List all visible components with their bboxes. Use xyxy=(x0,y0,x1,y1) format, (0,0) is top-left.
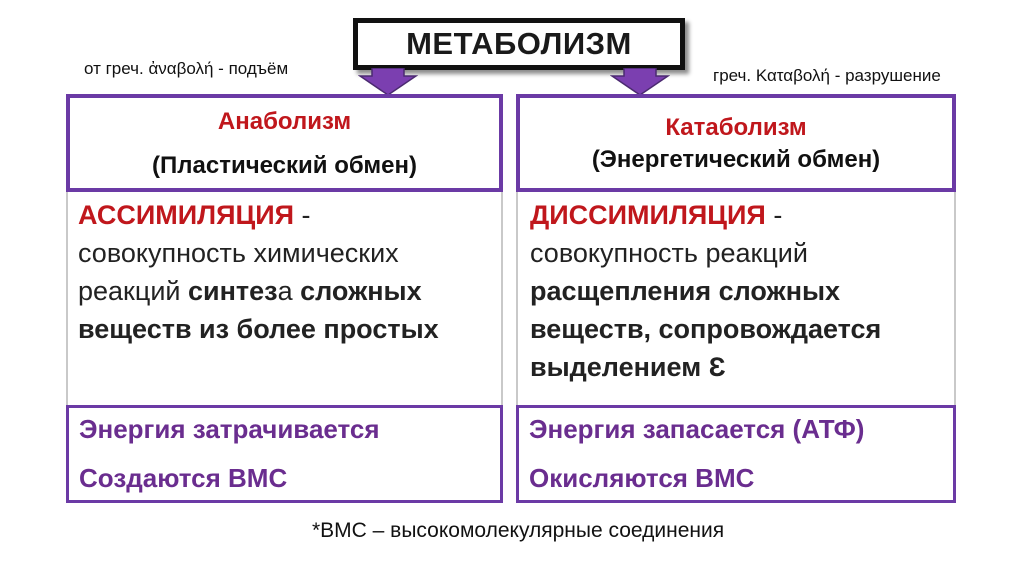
text-fragment: реакций xyxy=(78,276,188,306)
dash: - xyxy=(765,200,783,230)
definition-line: веществ из более простых xyxy=(78,314,439,344)
note-catabolism-origin: греч. Καταβολή - разрушение xyxy=(713,66,941,85)
catabolism-title: Катаболизм xyxy=(665,114,807,141)
catabolism-header-box xyxy=(516,94,956,192)
catabolism-energy: Энергия запасается (АТФ) xyxy=(529,414,865,444)
definition-line: совокупность химических xyxy=(78,238,399,268)
anabolism-title: Анаболизм xyxy=(217,108,352,135)
anabolism-header-box xyxy=(66,94,503,192)
title-box xyxy=(353,18,685,70)
definition-line xyxy=(530,196,954,234)
dissimilation-term: ДИССИМИЛЯЦИЯ xyxy=(530,200,766,230)
anabolism-energy: Энергия затрачивается xyxy=(79,414,380,444)
assimilation-definition xyxy=(66,192,503,405)
text-fragment-bold: синтез xyxy=(188,276,278,306)
page-title: МЕТАБОЛИЗМ xyxy=(406,26,632,61)
definition-line: совокупность реакций xyxy=(530,238,808,268)
anabolism-vms: Создаются ВМС xyxy=(79,463,288,493)
dash: - xyxy=(294,200,311,230)
text-fragment-bold: сложных xyxy=(300,276,422,306)
definition-line: выделением Ɛ xyxy=(530,352,726,382)
assimilation-term: АССИМИЛЯЦИЯ xyxy=(78,200,295,230)
arrow-down-left-icon xyxy=(358,68,418,96)
arrow-down-right-icon xyxy=(610,68,670,96)
text-fragment: а xyxy=(277,276,301,306)
catabolism-subtitle: (Энергетический обмен) xyxy=(591,146,881,173)
dissimilation-definition xyxy=(516,192,956,405)
note-anabolism-origin: от греч. ἀναβολή - подъём xyxy=(84,59,289,78)
catabolism-energy-box xyxy=(516,405,956,503)
catabolism-vms: Окисляются ВМС xyxy=(529,463,755,493)
definition-line xyxy=(78,196,501,234)
footnote: *ВМС – высокомолекулярные соединения xyxy=(312,519,725,542)
definition-line: расщепления сложных xyxy=(530,276,841,306)
anabolism-subtitle: (Пластический обмен) xyxy=(152,152,417,179)
definition-line: веществ, сопровождается xyxy=(530,314,882,344)
anabolism-energy-box xyxy=(66,405,503,503)
definition-line xyxy=(78,272,501,310)
